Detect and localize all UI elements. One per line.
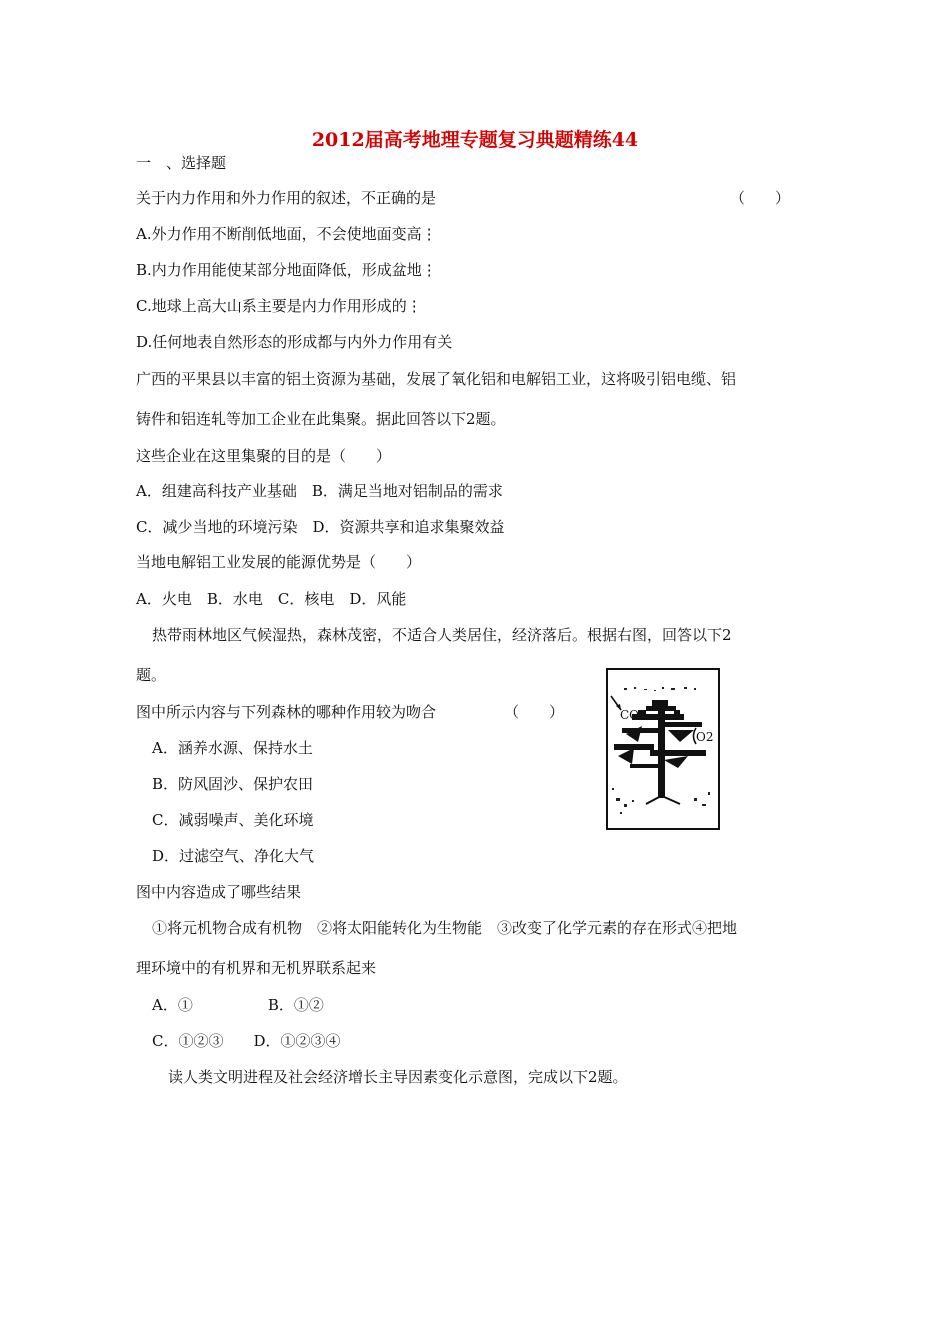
q5-options-cd: C．①②③ D．①②③④ [152,1032,341,1050]
passage3: 读人类文明进程及社会经济增长主导因素变化示意图，完成以下2题。 [168,1068,628,1086]
q4-stem: 图中所示内容与下列森林的哪种作用较为吻合 [136,703,437,721]
q5-stem: 图中内容造成了哪些结果 [136,883,302,901]
q1-option-a: A.外力作用不断削低地面，不会使地面变高⋮ [136,225,437,243]
photosynthesis-figure [606,668,720,830]
q4-option-b: B．防风固沙、保护农田 [152,775,314,793]
passage2-line2: 题。 [136,666,167,684]
q3-options: A．火电 B．水电 C．核电 D．风能 [136,590,407,608]
q4-option-a: A．涵养水源、保持水土 [152,739,313,757]
q2-options-cd: C．减少当地的环境污染 D．资源共享和追求集聚效益 [136,518,505,536]
q5-options-ab: A．① B．①② [152,996,324,1014]
q2-stem: 这些企业在这里集聚的目的是（ ） [136,447,392,465]
q1-stem: 关于内力作用和外力作用的叙述，不正确的是 [136,189,437,207]
q1-option-d: D.任何地表自然形态的形成都与内外力作用有关 [136,333,453,351]
co2-label: CO2 [620,708,647,722]
o2-label: O2 [696,730,714,744]
q3-stem: 当地电解铝工业发展的能源优势是（ ） [136,553,422,571]
q4-answer-paren: （ ） [504,703,565,721]
q4-option-c: C．减弱噪声、美化环境 [152,811,314,829]
q4-option-d: D．过滤空气、净化大气 [152,847,315,865]
passage2-line1: 热带雨林地区气候湿热，森林茂密，不适合人类居住，经济落后。根据右图，回答以下2 [152,626,732,644]
q1-answer-paren: （ ） [730,189,791,207]
q1-option-c: C.地球上高大山系主要是内力作用形成的⋮ [136,297,422,315]
q1-option-b: B.内力作用能使某部分地面降低，形成盆地⋮ [136,261,437,279]
passage1-line1: 广西的平果县以丰富的铝土资源为基础，发展了氧化铝和电解铝工业，这将吸引铝电缆、铝 [136,370,737,388]
tree-illustration [608,670,718,828]
q2-options-ab: A．组建高科技产业基础 B．满足当地对铝制品的需求 [136,482,503,500]
passage1-line2: 铸件和铝连轧等加工企业在此集聚。据此回答以下2题。 [136,410,506,428]
q5-items-line2: 理环境中的有机界和无机界联系起来 [136,959,377,977]
section-heading: 一 、选择题 [136,154,227,172]
q5-items-line1: ①将元机物合成有机物 ②将太阳能转化为生物能 ③改变了化学元素的存在形式④把地 [152,919,738,937]
page-title: 2012届高考地理专题复习典题精练44 [311,129,639,151]
